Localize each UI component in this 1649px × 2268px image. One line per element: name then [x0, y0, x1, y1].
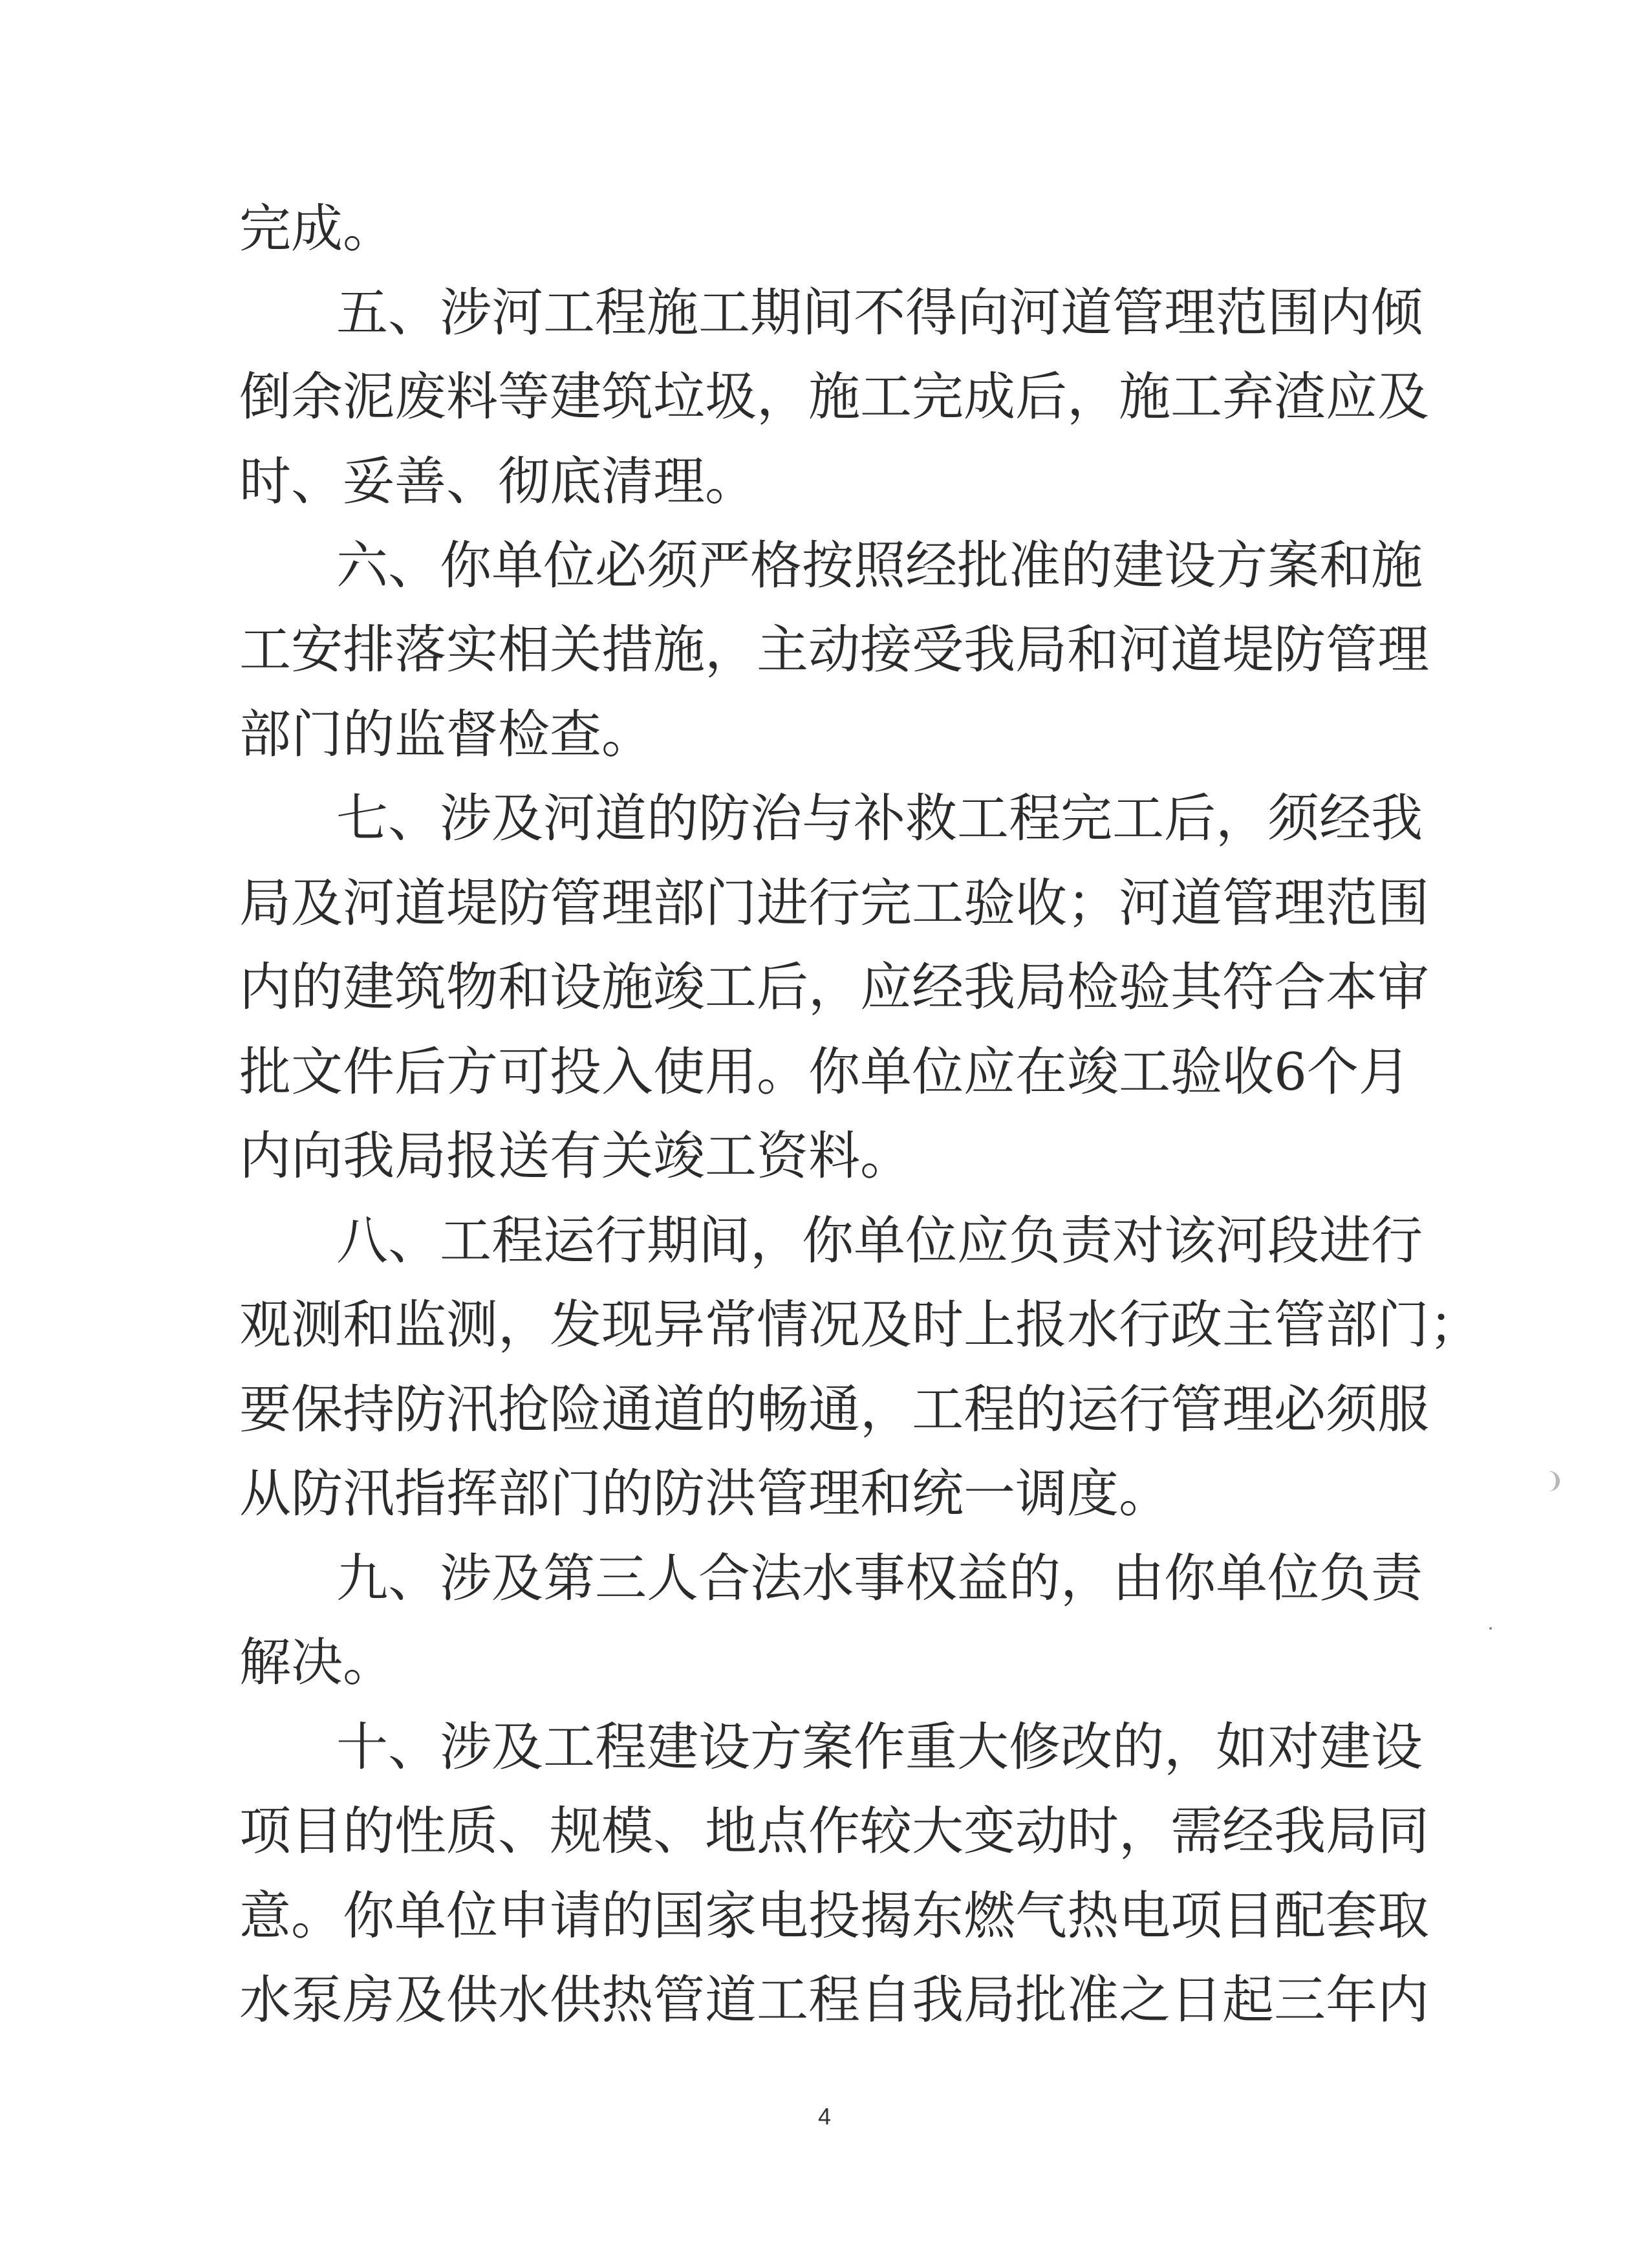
body-line: 完成。 — [239, 199, 394, 259]
body-line: 五、涉河工程施工期间不得向河道管理范围内倾 — [336, 283, 1423, 343]
body-line: 局及河道堤防管理部门进行完工验收；河道管理范围 — [239, 873, 1429, 933]
body-line: 批文件后方可投入使用。你单位应在竣工验收6个月 — [239, 1042, 1410, 1102]
body-line: 时、妥善、彻底清理。 — [239, 451, 757, 512]
body-line: 意。你单位申请的国家电投揭东燃气热电项目配套取 — [239, 1886, 1429, 1946]
body-line: 十、涉及工程建设方案作重大修改的，如对建设 — [336, 1717, 1423, 1777]
body-line: 工安排落实相关措施，主动接受我局和河道堤防管理 — [239, 620, 1429, 680]
body-line: 从防汛指挥部门的防洪管理和统一调度。 — [239, 1463, 1170, 1524]
body-line: 八、工程运行期间，你单位应负责对该河段进行 — [336, 1211, 1423, 1271]
body-line: 水泵房及供水供热管道工程自我局批准之日起三年内 — [239, 1970, 1429, 2030]
body-line: 六、你单位必须严格按照经批准的建设方案和施 — [336, 535, 1423, 596]
body-line: 要保持防汛抢险通道的畅通，工程的运行管理必须服 — [239, 1379, 1429, 1440]
body-line: 部门的监督检查。 — [239, 704, 653, 764]
page-number: 4 — [817, 2103, 832, 2130]
scan-speck — [1489, 1627, 1492, 1630]
body-line: 七、涉及河道的防治与补救工程完工后，须经我 — [336, 788, 1423, 848]
body-line: 项目的性质、规模、地点作较大变动时，需经我局同 — [239, 1801, 1429, 1861]
body-line: 九、涉及第三人合法水事权益的，由你单位负责 — [336, 1548, 1423, 1608]
scan-artifact: ❩ — [1546, 1468, 1564, 1494]
body-line: 倒余泥废料等建筑垃圾，施工完成后，施工弃渣应及 — [239, 367, 1429, 427]
body-line: 解决。 — [239, 1632, 394, 1692]
body-line: 内的建筑物和设施竣工后，应经我局检验其符合本审 — [239, 957, 1429, 1017]
body-line: 内向我局报送有关竣工资料。 — [239, 1126, 912, 1186]
body-line: 观测和监测，发现异常情况及时上报水行政主管部门； — [239, 1295, 1481, 1355]
